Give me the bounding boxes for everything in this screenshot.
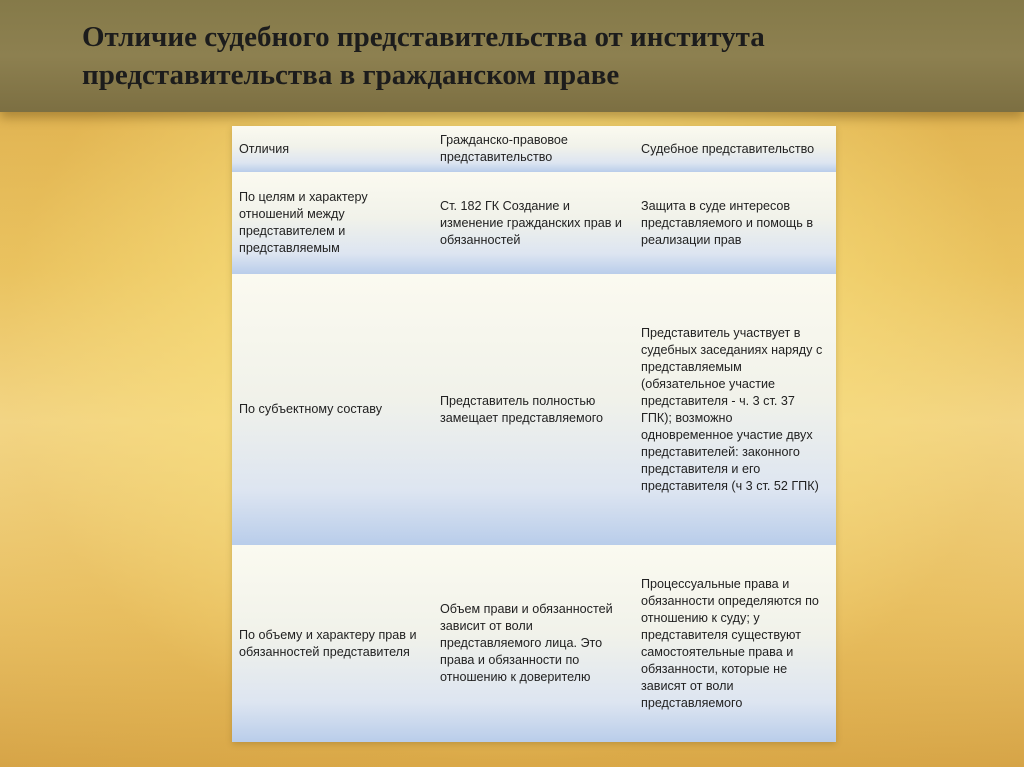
header-cell-judicial-representation: Судебное представительство xyxy=(641,141,815,156)
table-cell: Представитель полностью замещает представляемого xyxy=(440,393,604,425)
table-cell: Защита в суде интересов представляемого и помощь в реализации прав xyxy=(641,198,814,247)
table-row xyxy=(232,172,836,274)
table-header-row xyxy=(232,126,836,172)
table-cell: Представитель участвует в судебных заседаниях наряду с представляемым (обязательное участие представителя - ч. 3 ст. 37 ГПК); возможно одновременное участие двух представителей: законного представителя и его представителя (ч 3 ст. 52 ГПК) xyxy=(641,325,823,493)
header-cell-civil-representation: Гражданско-правовое представительство xyxy=(440,133,568,164)
comparison-table-container xyxy=(232,126,836,742)
header-cell-differences: Отличия xyxy=(239,141,290,156)
table-row xyxy=(232,545,836,742)
comparison-table xyxy=(232,126,836,742)
table-cell: По целям и характеру отношений между представителем и представляемым xyxy=(239,190,368,255)
table-cell: По объему и характеру прав и обязанностей представителя xyxy=(239,627,417,659)
table-cell: Процессуальные права и обязанности определяются по отношению к суду; у представителя существуют самостоятельные права и обязанности, которые не зависят от воли представляемого xyxy=(641,576,819,710)
table-cell: По субъектному составу xyxy=(239,402,383,416)
table-cell: Ст. 182 ГК Создание и изменение гражданских прав и обязанностей xyxy=(440,198,622,247)
table-row xyxy=(232,274,836,545)
slide-title: Отличие судебного представительства от института представительства в гражданском праве xyxy=(82,21,765,91)
table-cell: Объем прави и обязанностей зависит от воли представляемого лица. Это права и обязанности по отношению к доверителю xyxy=(440,602,613,684)
